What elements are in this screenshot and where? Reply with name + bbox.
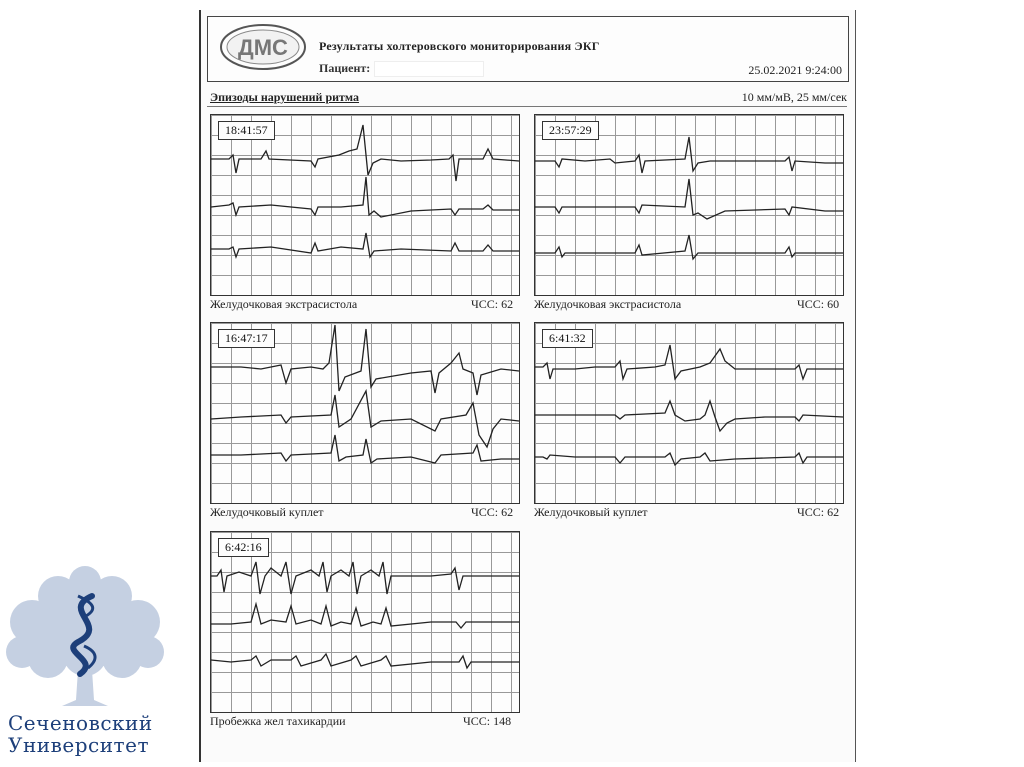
- ecg-panel-4: [534, 322, 844, 504]
- report-header: [207, 16, 849, 82]
- lead-3: [211, 233, 519, 257]
- heart-rate: ЧСС: 62: [471, 297, 514, 311]
- ecg-trace-2: [535, 115, 843, 295]
- ecg-trace-3: [211, 323, 519, 503]
- ecg-panel-5: [210, 531, 520, 713]
- sechenov-tree-logo: [0, 560, 170, 710]
- episode-time: 16:47:17: [218, 329, 275, 348]
- lead-2: [535, 179, 843, 219]
- patient-name-redacted: [374, 61, 484, 77]
- episode-time: 6:42:16: [218, 538, 269, 557]
- episode-caption: Пробежка жел тахикардии: [210, 714, 346, 728]
- lead-3: [535, 235, 843, 259]
- heart-rate: ЧСС: 62: [797, 505, 840, 519]
- lead-2: [211, 604, 519, 628]
- dms-logo: [218, 21, 308, 73]
- episode-caption: Желудочковый куплет: [534, 505, 648, 519]
- section-title: Эпизоды нарушений ритма: [210, 90, 360, 104]
- report-date: 25.02.2021 9:24:00: [748, 63, 842, 77]
- ecg-report-page: [199, 10, 856, 762]
- lead-1: [211, 562, 519, 594]
- section-divider: [207, 106, 847, 107]
- lead-2: [211, 391, 519, 447]
- scale-label: 10 мм/мВ, 25 мм/сек: [741, 90, 847, 104]
- ecg-panel-1: [210, 114, 520, 296]
- patient-label: Пациент:: [319, 61, 371, 75]
- lead-2: [211, 177, 519, 217]
- episode-time: 18:41:57: [218, 121, 275, 140]
- heart-rate: ЧСС: 60: [797, 297, 840, 311]
- ecg-panel-3: [210, 322, 520, 504]
- lead-3: [211, 654, 519, 668]
- heart-rate: ЧСС: 62: [471, 505, 514, 519]
- university-name-line1: Сеченовский: [8, 711, 153, 735]
- patient-row: [319, 61, 484, 77]
- episode-caption: Желудочковая экстрасистола: [534, 297, 682, 311]
- ecg-panel-2: [534, 114, 844, 296]
- university-name-line2: Университет: [8, 733, 150, 757]
- lead-3: [535, 453, 843, 465]
- episode-time: 6:41:32: [542, 329, 593, 348]
- heart-rate: ЧСС: 148: [463, 714, 512, 728]
- ecg-trace-5: [211, 532, 519, 712]
- lead-2: [535, 401, 843, 431]
- lead-3: [211, 435, 519, 463]
- university-name: [8, 712, 153, 756]
- ecg-trace-4: [535, 323, 843, 503]
- lead-1: [535, 137, 843, 173]
- svg-text:ДМС: ДМС: [238, 35, 288, 60]
- report-title: Результаты холтеровского мониторирования ЭКГ: [319, 39, 600, 53]
- episode-time: 23:57:29: [542, 121, 599, 140]
- episode-caption: Желудочковый куплет: [210, 505, 324, 519]
- lead-1: [535, 345, 843, 379]
- episode-caption: Желудочковая экстрасистола: [210, 297, 358, 311]
- ecg-trace-1: [211, 115, 519, 295]
